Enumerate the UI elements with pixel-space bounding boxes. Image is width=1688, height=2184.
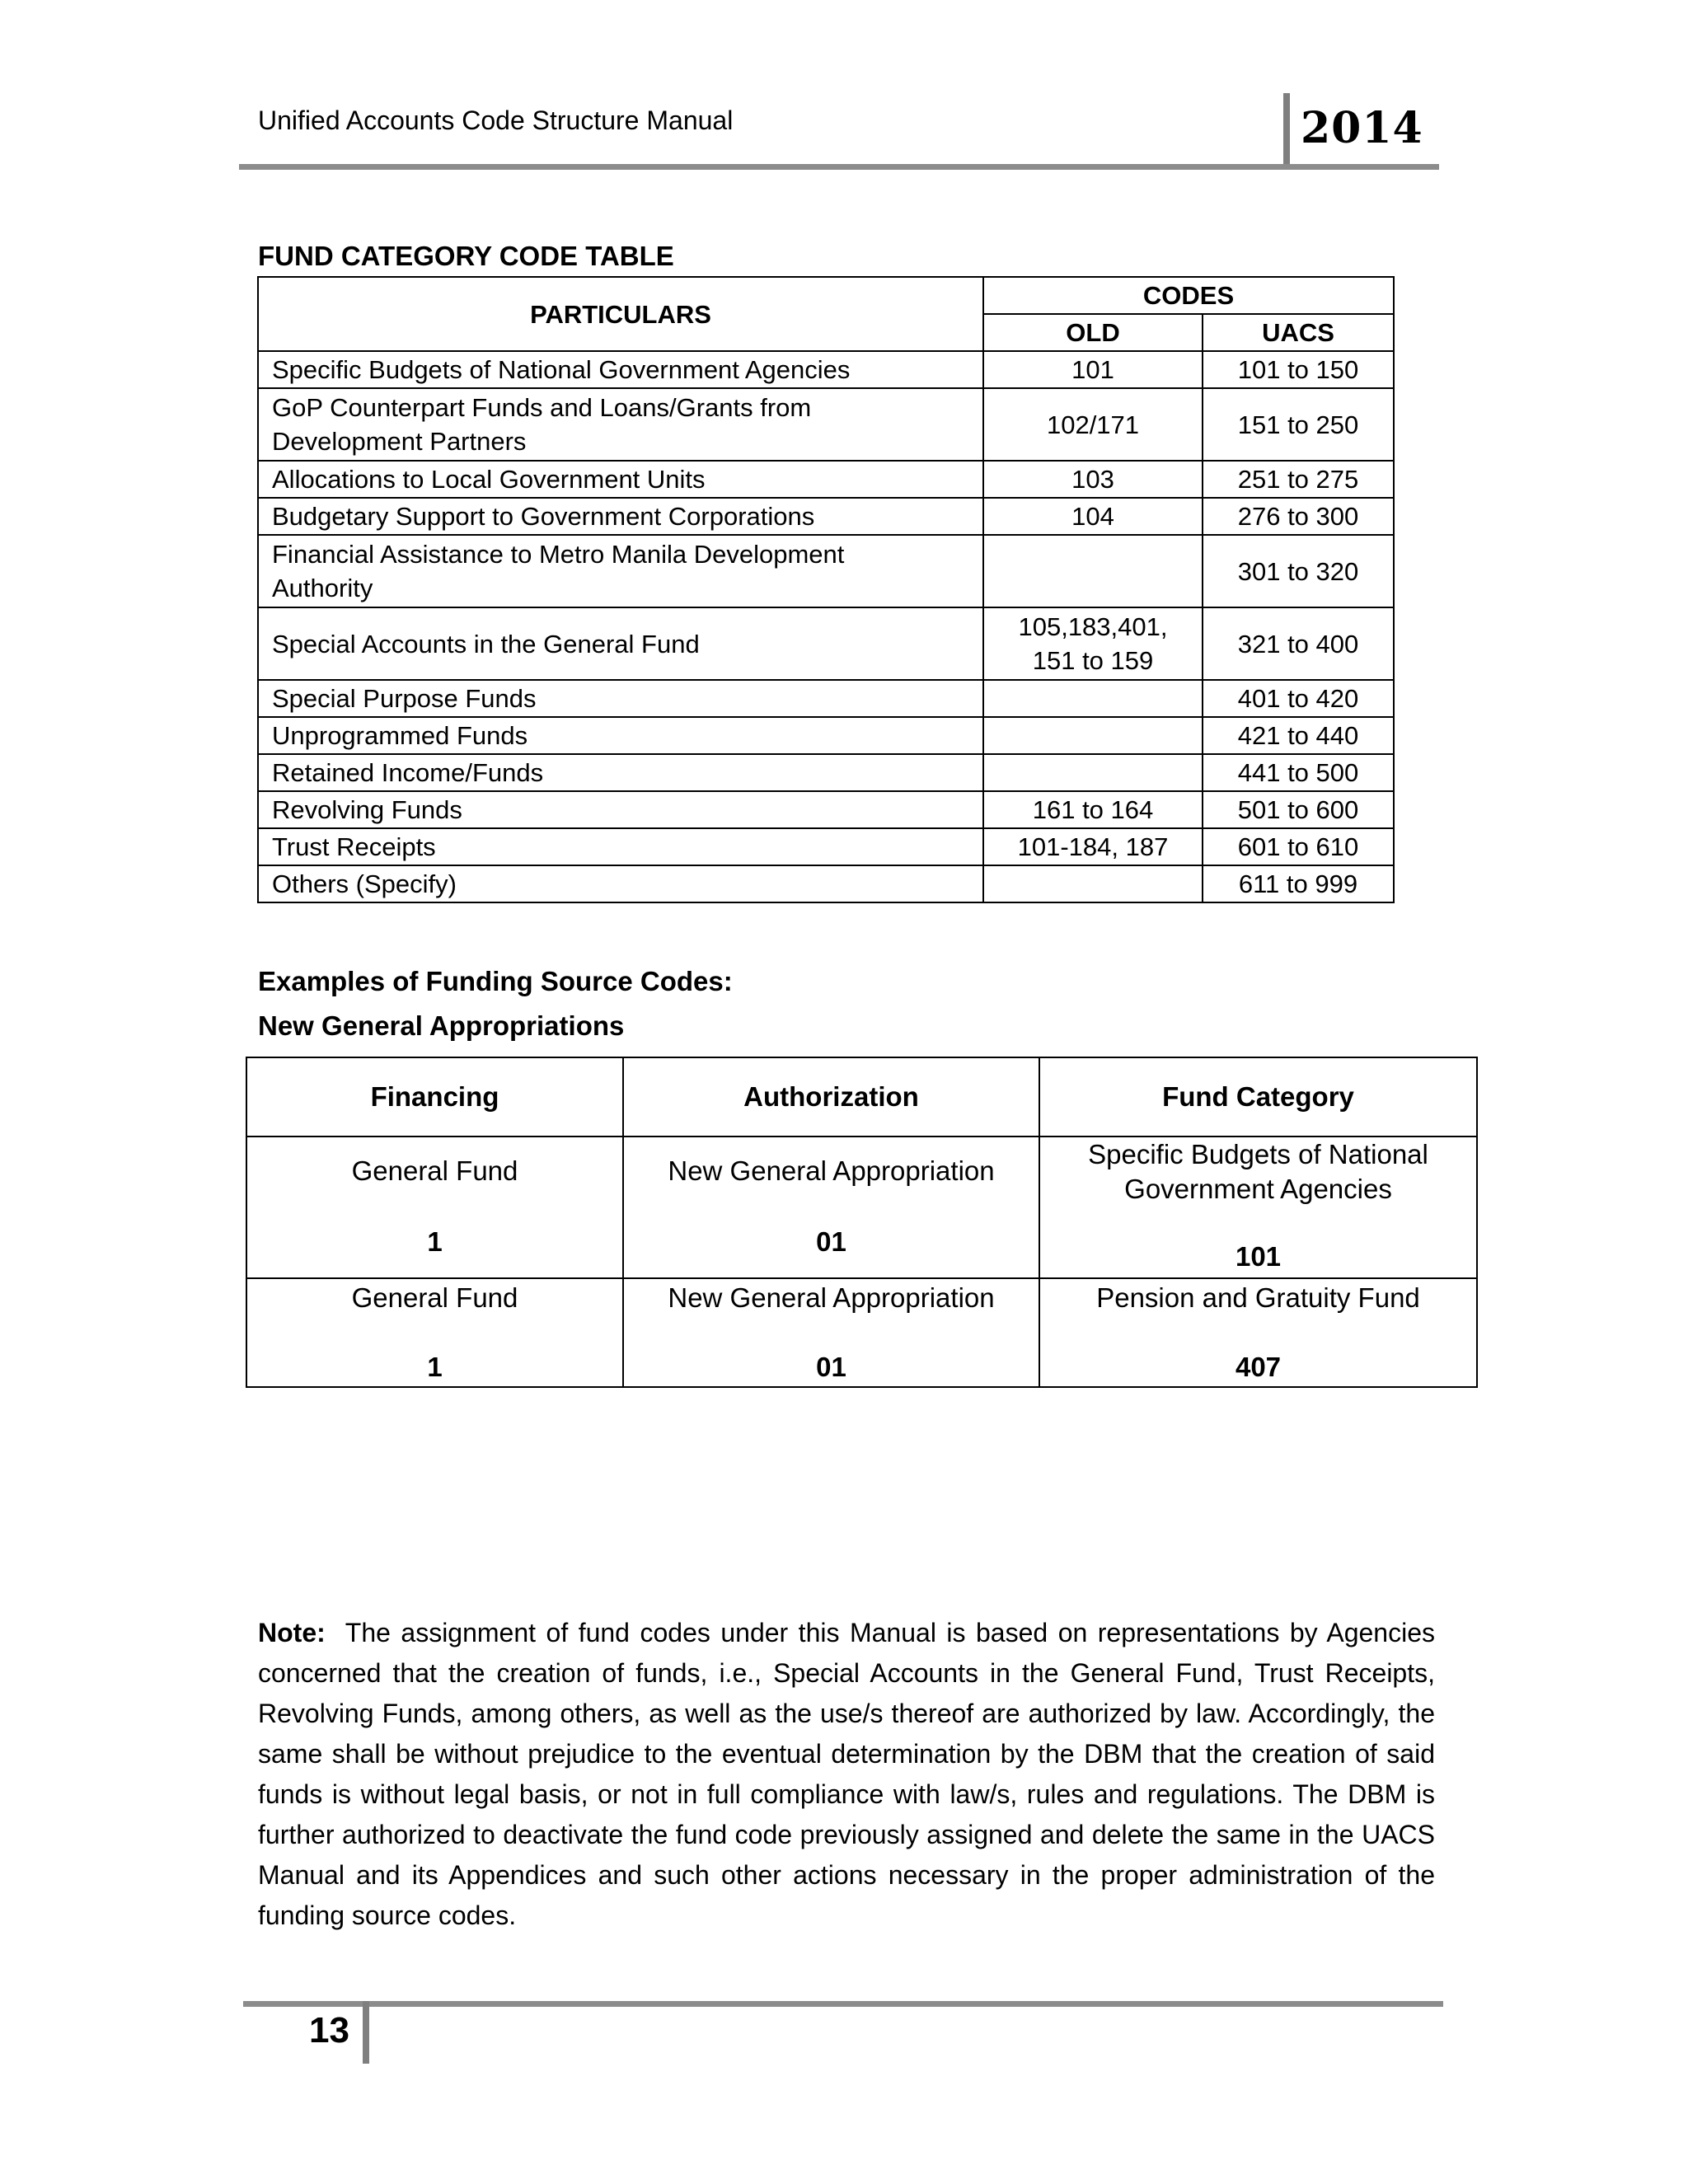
particulars-cell-line: Revolving Funds xyxy=(272,795,462,824)
fund-category-label xyxy=(1045,1137,1471,1207)
particulars-cell xyxy=(258,865,983,902)
old-code-cell xyxy=(983,865,1203,902)
particulars-cell xyxy=(258,498,983,535)
header-financing: Financing xyxy=(246,1057,623,1137)
particulars-cell-line: Trust Receipts xyxy=(272,832,436,861)
note-paragraph xyxy=(258,1613,1435,1936)
old-code-cell xyxy=(983,388,1203,461)
particulars-cell xyxy=(258,717,983,754)
old-code-cell xyxy=(983,607,1203,680)
particulars-cell-line: Budgetary Support to Government Corporations xyxy=(272,502,815,531)
fund-category-line: Specific Budgets of National xyxy=(1088,1139,1428,1169)
page-number: 13 xyxy=(309,2010,349,2050)
particulars-cell xyxy=(258,461,983,498)
authorization-label: New General Appropriation xyxy=(668,1155,995,1186)
authorization-label: New General Appropriation xyxy=(668,1282,995,1313)
fund-category-line: Government Agencies xyxy=(1124,1174,1392,1204)
financing-cell xyxy=(246,1278,623,1387)
particulars-cell xyxy=(258,680,983,717)
uacs-code-cell: 321 to 400 xyxy=(1203,607,1394,680)
fund-category-cell xyxy=(1039,1278,1477,1387)
old-code-cell xyxy=(983,791,1203,828)
particulars-cell-line: Specific Budgets of National Government Agencies xyxy=(272,355,851,384)
header-rule xyxy=(239,164,1439,170)
old-code-cell-line: 104 xyxy=(1071,502,1114,531)
header-particulars: PARTICULARS xyxy=(258,277,983,351)
uacs-code-cell: 276 to 300 xyxy=(1203,498,1394,535)
note-label: Note: xyxy=(258,1618,326,1647)
fund-table-body xyxy=(258,351,1394,902)
header-authorization: Authorization xyxy=(623,1057,1039,1137)
old-code-cell-line: 101-184, 187 xyxy=(1017,832,1169,861)
old-code-cell-line: 105,183,401, xyxy=(1018,612,1168,641)
header-codes: CODES xyxy=(983,277,1394,314)
table-row xyxy=(258,680,1394,717)
particulars-cell-line: GoP Counterpart Funds and Loans/Grants from xyxy=(272,393,812,422)
particulars-cell-line: Unprogrammed Funds xyxy=(272,721,528,750)
authorization-code: 01 xyxy=(816,1226,846,1257)
particulars-cell-line: Retained Income/Funds xyxy=(272,758,544,787)
financing-label: General Fund xyxy=(351,1155,518,1186)
footer-rule xyxy=(243,2001,1443,2007)
table-row xyxy=(258,351,1394,388)
old-code-cell xyxy=(983,754,1203,791)
fund-category-code: 101 xyxy=(1235,1241,1282,1272)
old-code-cell xyxy=(983,680,1203,717)
table-row xyxy=(258,717,1394,754)
uacs-code-cell: 251 to 275 xyxy=(1203,461,1394,498)
uacs-code-cell: 501 to 600 xyxy=(1203,791,1394,828)
funding-source-table xyxy=(246,1057,1478,1388)
authorization-cell xyxy=(623,1137,1039,1278)
header-divider-vertical xyxy=(1283,93,1290,167)
examples-title: Examples of Funding Source Codes: xyxy=(258,966,733,996)
particulars-cell-line: Special Purpose Funds xyxy=(272,684,537,713)
particulars-cell xyxy=(258,351,983,388)
uacs-code-cell: 101 to 150 xyxy=(1203,351,1394,388)
footer-divider-vertical xyxy=(363,2001,369,2064)
header-uacs: UACS xyxy=(1203,314,1394,351)
financing-label: General Fund xyxy=(351,1282,518,1313)
old-code-cell xyxy=(983,828,1203,865)
particulars-cell-line: Authority xyxy=(272,574,373,602)
uacs-code-cell: 421 to 440 xyxy=(1203,717,1394,754)
header-fund-category: Fund Category xyxy=(1039,1057,1477,1137)
old-code-cell xyxy=(983,498,1203,535)
old-code-cell xyxy=(983,461,1203,498)
note-text: The assignment of fund codes under this Manual is based on representations by Agencies concerned that the creation of funds, i.e., Special Accounts in the General Fund, Trust Receipts, Revolving Funds, among others, as well as the use/s thereof are authorized by law. Accordingly, the same shall be without prejudice to the eventual determination by the DBM that the creation of said funds is without legal basis, or not in full compliance with law/s, rules and regulations. The DBM is further authorized to deactivate the fund code previously assigned and delete the same in the UACS Manual and its Appendices and such other actions necessary in the proper administration of the funding source codes. xyxy=(258,1618,1435,1930)
example-row xyxy=(246,1137,1477,1278)
particulars-cell xyxy=(258,754,983,791)
fund-category-code: 407 xyxy=(1235,1352,1282,1382)
particulars-cell-line: Others (Specify) xyxy=(272,869,457,898)
table-row xyxy=(258,865,1394,902)
particulars-cell xyxy=(258,535,983,607)
old-code-cell-line: 102/171 xyxy=(1046,410,1140,439)
old-code-cell xyxy=(983,351,1203,388)
header-year: 2014 xyxy=(1301,103,1423,153)
particulars-cell-line: Special Accounts in the General Fund xyxy=(272,629,700,658)
old-code-cell-line: 103 xyxy=(1071,465,1114,494)
uacs-code-cell: 441 to 500 xyxy=(1203,754,1394,791)
uacs-code-cell: 301 to 320 xyxy=(1203,535,1394,607)
particulars-cell-line: Development Partners xyxy=(272,427,527,456)
old-code-cell-line: 101 xyxy=(1071,355,1114,384)
table-row xyxy=(258,461,1394,498)
header-old: OLD xyxy=(983,314,1203,351)
table-row xyxy=(258,535,1394,607)
uacs-code-cell: 151 to 250 xyxy=(1203,388,1394,461)
examples-subtitle: New General Appropriations xyxy=(258,1010,625,1041)
example-row xyxy=(246,1278,1477,1387)
uacs-code-cell: 611 to 999 xyxy=(1203,865,1394,902)
table-row xyxy=(258,791,1394,828)
table-row xyxy=(258,498,1394,535)
particulars-cell xyxy=(258,607,983,680)
fund-category-table xyxy=(257,276,1395,903)
fund-category-cell xyxy=(1039,1137,1477,1278)
financing-code: 1 xyxy=(427,1352,443,1382)
table-row xyxy=(258,607,1394,680)
uacs-code-cell: 401 to 420 xyxy=(1203,680,1394,717)
old-code-cell-line: 151 to 159 xyxy=(1032,646,1154,675)
table-row xyxy=(258,828,1394,865)
particulars-cell-line: Financial Assistance to Metro Manila Development xyxy=(272,540,845,569)
financing-code: 1 xyxy=(427,1226,443,1257)
table-row xyxy=(258,754,1394,791)
particulars-cell xyxy=(258,828,983,865)
particulars-cell xyxy=(258,791,983,828)
fund-table-title: FUND CATEGORY CODE TABLE xyxy=(258,241,674,271)
old-code-cell xyxy=(983,535,1203,607)
authorization-cell xyxy=(623,1278,1039,1387)
header-title: Unified Accounts Code Structure Manual xyxy=(258,105,734,135)
fund-category-label: Pension and Gratuity Fund xyxy=(1096,1282,1420,1313)
financing-cell xyxy=(246,1137,623,1278)
authorization-code: 01 xyxy=(816,1352,846,1382)
uacs-code-cell: 601 to 610 xyxy=(1203,828,1394,865)
particulars-cell xyxy=(258,388,983,461)
particulars-cell-line: Allocations to Local Government Units xyxy=(272,465,706,494)
old-code-cell xyxy=(983,717,1203,754)
old-code-cell-line: 161 to 164 xyxy=(1032,795,1154,824)
table-row xyxy=(258,388,1394,461)
